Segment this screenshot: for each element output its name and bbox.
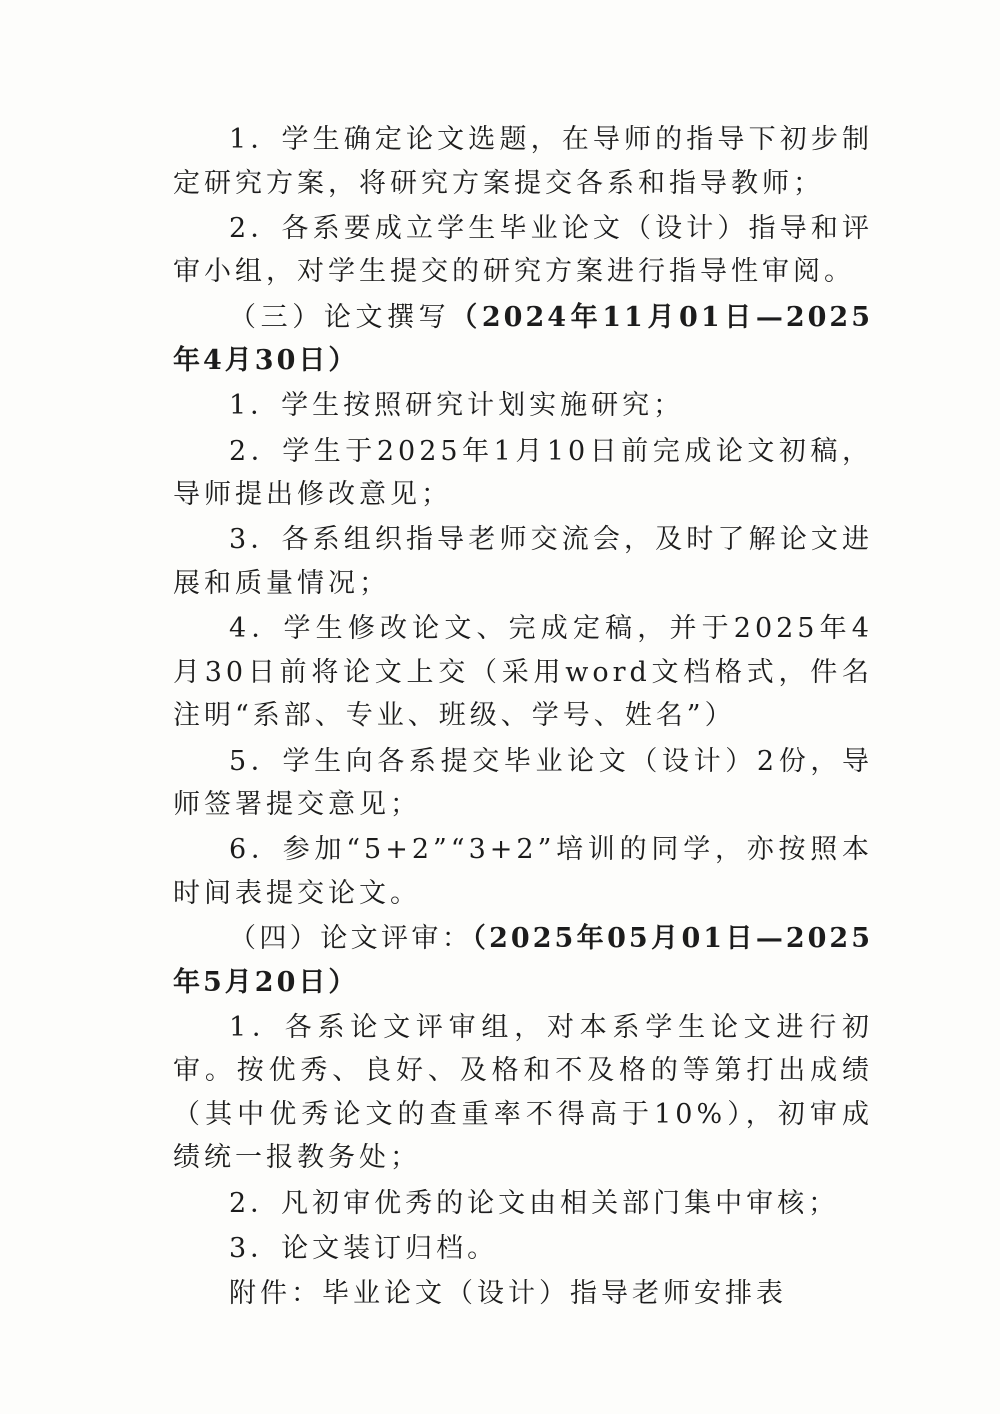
section-3-dates: （2024年11月01日—2025年4月30日）: [173, 301, 873, 377]
paragraph-s3-item1: 1．学生按照研究计划实施研究；: [229, 390, 685, 422]
paragraph-s3-item6: 6．参加“5+2”“3+2”培训的同学，亦按照本时间表提交论文。: [173, 834, 873, 909]
section-4-title: （四）论文评审：: [229, 923, 473, 955]
paragraph-s3-item4: 4．学生修改论文、完成定稿，并于2025年4月30日前将论文上交（采用word文档格式，件名注明“系部、专业、班级、学号、姓名”）: [173, 613, 873, 732]
paragraph-s3-item2: 2．学生于2025年1月10日前完成论文初稿，导师提出修改意见；: [173, 435, 873, 511]
paragraph-s2-item1: 1．学生确定论文选题，在导师的指导下初步制定研究方案，将研究方案提交各系和指导教师；: [173, 124, 873, 199]
paragraph-s4-item2: 2．凡初审优秀的论文由相关部门集中审核；: [229, 1187, 840, 1219]
section-heading-3: [173, 296, 873, 383]
document-body: [173, 118, 873, 1318]
paragraph-s3-item5: 5．学生向各系提交毕业论文（设计）2份，导师签署提交意见；: [173, 745, 873, 821]
paragraph-s4-item1: 1．各系论文评审组，对本系学生论文进行初审。按优秀、良好、及格和不及格的等第打出成绩（其中优秀论文的查重率不得高于10%），初审成绩统一报教务处；: [173, 1011, 873, 1174]
paragraph-s4-item3: 3．论文装订归档。: [229, 1233, 499, 1265]
section-4-dates: （2025年05月01日—2025年5月20日）: [173, 923, 873, 998]
paragraph-s3-item3: 3．各系组织指导老师交流会，及时了解论文进展和质量情况；: [173, 524, 873, 599]
section-3-title: （三）论文撰写: [229, 301, 451, 333]
paragraph-s2-item2: 2．各系要成立学生毕业论文（设计）指导和评审小组，对学生提交的研究方案进行指导性审阅。: [173, 212, 873, 288]
section-heading-4: [173, 917, 873, 1004]
attachment-line: 附件：毕业论文（设计）指导老师安排表: [229, 1278, 787, 1310]
